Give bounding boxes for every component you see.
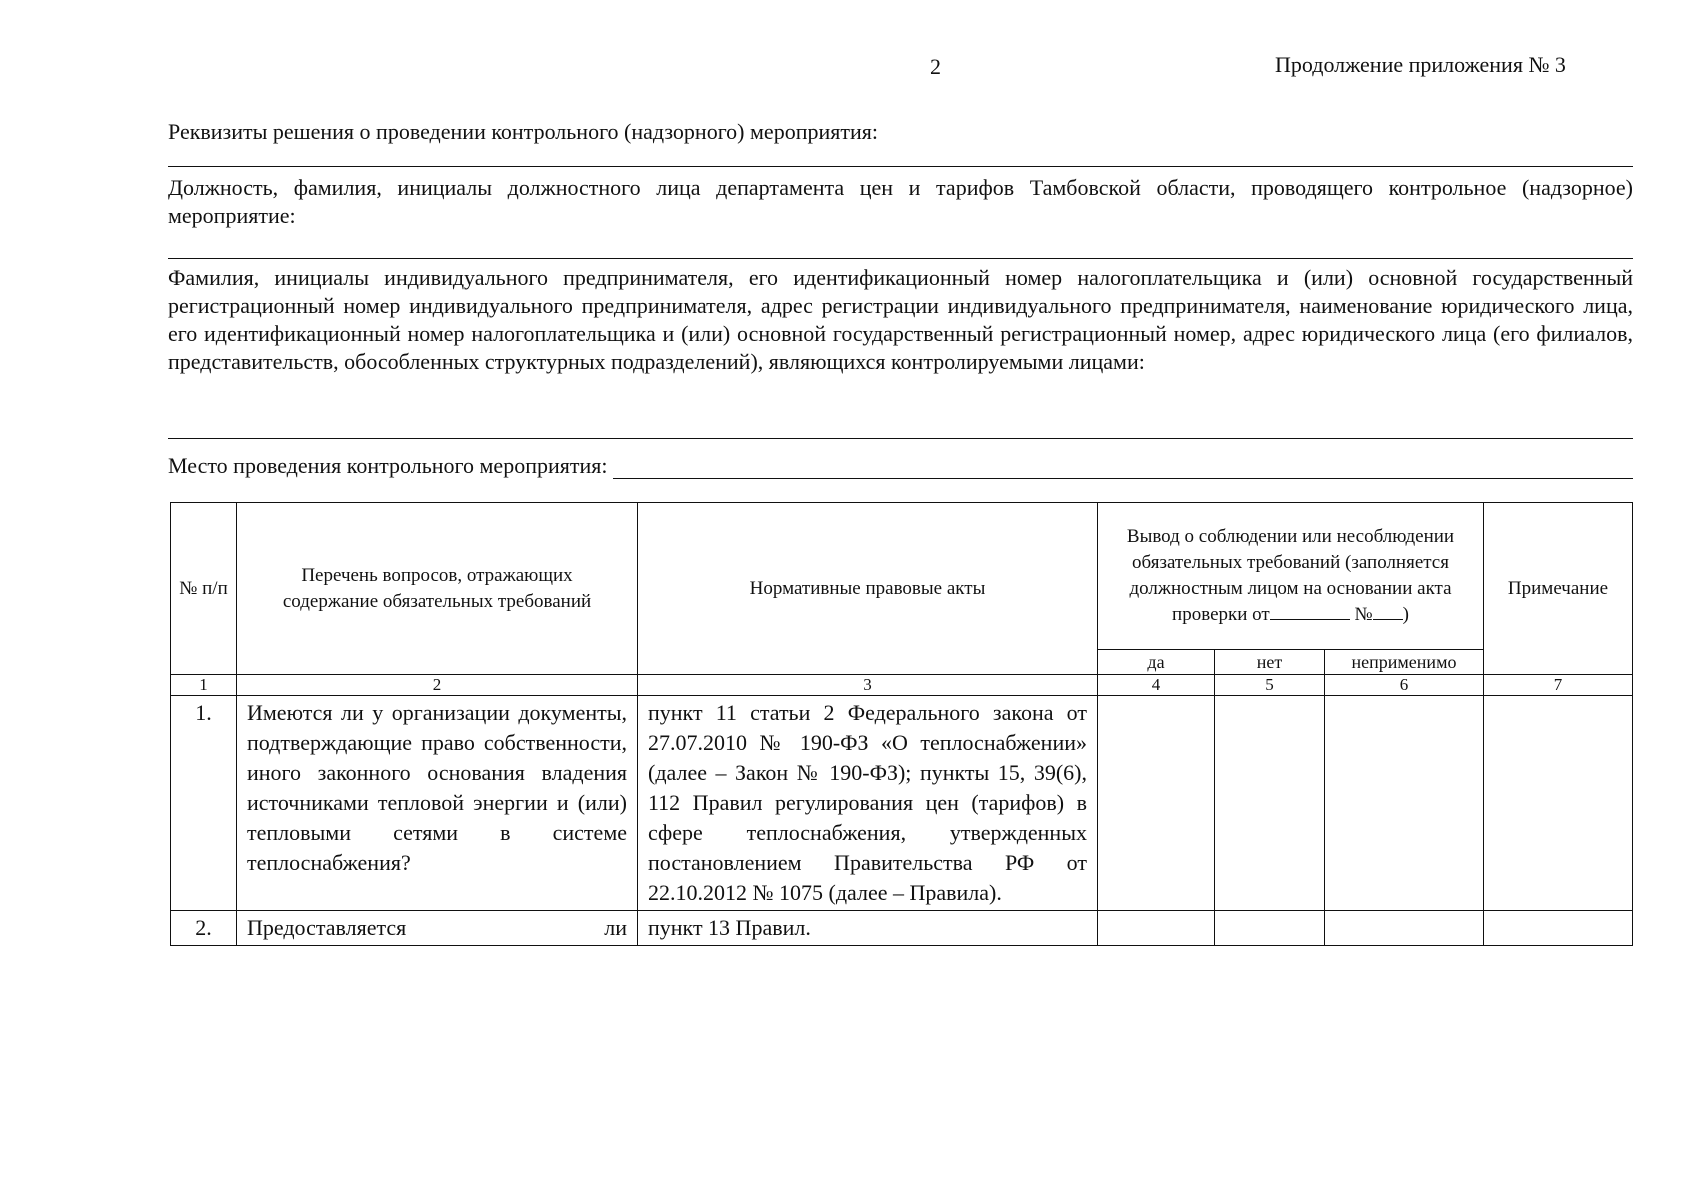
row-number: 1. xyxy=(171,696,237,911)
row-question: Имеются ли у организации документы, подтверждающие право собственности, иного законного основания владения источниками тепловой энергии и (или) тепловыми сетями в системе теплоснабжения? xyxy=(237,696,638,911)
header-conclusion: Вывод о соблюдении или несоблюдении обязательных требований (заполняется должностным лицом на основании акта проверки от № ) xyxy=(1098,503,1484,650)
col-number: 4 xyxy=(1098,675,1215,696)
checklist-table xyxy=(170,502,1633,946)
col-number: 1 xyxy=(171,675,237,696)
table-row xyxy=(171,696,1633,911)
row-note-cell[interactable] xyxy=(1484,911,1633,946)
row-question: Предоставляется ли xyxy=(237,911,638,946)
decision-details-line xyxy=(168,166,1633,167)
header-questions: Перечень вопросов, отражающих содержание обязательных требований xyxy=(237,503,638,675)
inspector-line xyxy=(168,258,1633,259)
row-yes-cell[interactable] xyxy=(1098,696,1215,911)
col-number: 7 xyxy=(1484,675,1633,696)
row-acts: пункт 11 статьи 2 Федерального закона от 27.07.2010 № 190-ФЗ «О теплоснабжении» (далее – Закон № 190-ФЗ); пункты 15, 39(6), 112 Правил регулирования цен (тарифов) в сфере теплоснабжения, утвержденных постановлением Правительства РФ от 22.10.2012 № 1075 (далее – Правила). xyxy=(638,696,1098,911)
header-na: неприменимо xyxy=(1325,650,1484,675)
row-yes-cell[interactable] xyxy=(1098,911,1215,946)
col-number: 2 xyxy=(237,675,638,696)
header-note: Примечание xyxy=(1484,503,1633,675)
table-row xyxy=(171,911,1633,946)
row-note-cell[interactable] xyxy=(1484,696,1633,911)
controlled-person-line xyxy=(168,438,1633,439)
header-num: № п/п xyxy=(171,503,237,675)
place-row xyxy=(168,453,1633,479)
decision-details-label: Реквизиты решения о проведении контрольного (надзорного) мероприятия: xyxy=(168,119,878,144)
place-label: Место проведения контрольного мероприятия: xyxy=(168,453,608,478)
controlled-person-label: Фамилия, инициалы индивидуального предпринимателя, его идентификационный номер налогоплательщика и (или) основной государственный регистрационный номер индивидуального предпринимателя, адрес регистрации индивидуального предпринимателя, наименование юридического лица, его идентификационный номер налогоплательщика и (или) основной государственный регистрационный номер, адрес юридического лица (его филиалов, представительств, обособленных структурных подразделений), являющихся контролируемыми лицами: xyxy=(168,265,1633,374)
row-na-cell[interactable] xyxy=(1325,696,1484,911)
row-na-cell[interactable] xyxy=(1325,911,1484,946)
header-no: нет xyxy=(1215,650,1325,675)
row-number: 2. xyxy=(171,911,237,946)
header-conclusion-text: Вывод о соблюдении или несоблюдении обязательных требований (заполняется должностным лицом на основании акта проверки от xyxy=(1126,526,1455,625)
row-no-cell[interactable] xyxy=(1215,696,1325,911)
col-number: 5 xyxy=(1215,675,1325,696)
header-conclusion-tail: № xyxy=(1354,604,1373,625)
col-number: 6 xyxy=(1325,675,1484,696)
header-yes: да xyxy=(1098,650,1215,675)
inspector-label: Должность, фамилия, инициалы должностного лица департамента цен и тарифов Тамбовской области, проводящего контрольное (надзорное) мероприятие: xyxy=(168,175,1633,228)
page-number: 2 xyxy=(930,54,941,79)
column-numbers-row xyxy=(171,675,1633,696)
header-acts: Нормативные правовые акты xyxy=(638,503,1098,675)
annex-label: Продолжение приложения № 3 xyxy=(1275,52,1566,77)
place-line xyxy=(613,456,1633,479)
row-acts: пункт 13 Правил. xyxy=(638,911,1098,946)
row-no-cell[interactable] xyxy=(1215,911,1325,946)
col-number: 3 xyxy=(638,675,1098,696)
